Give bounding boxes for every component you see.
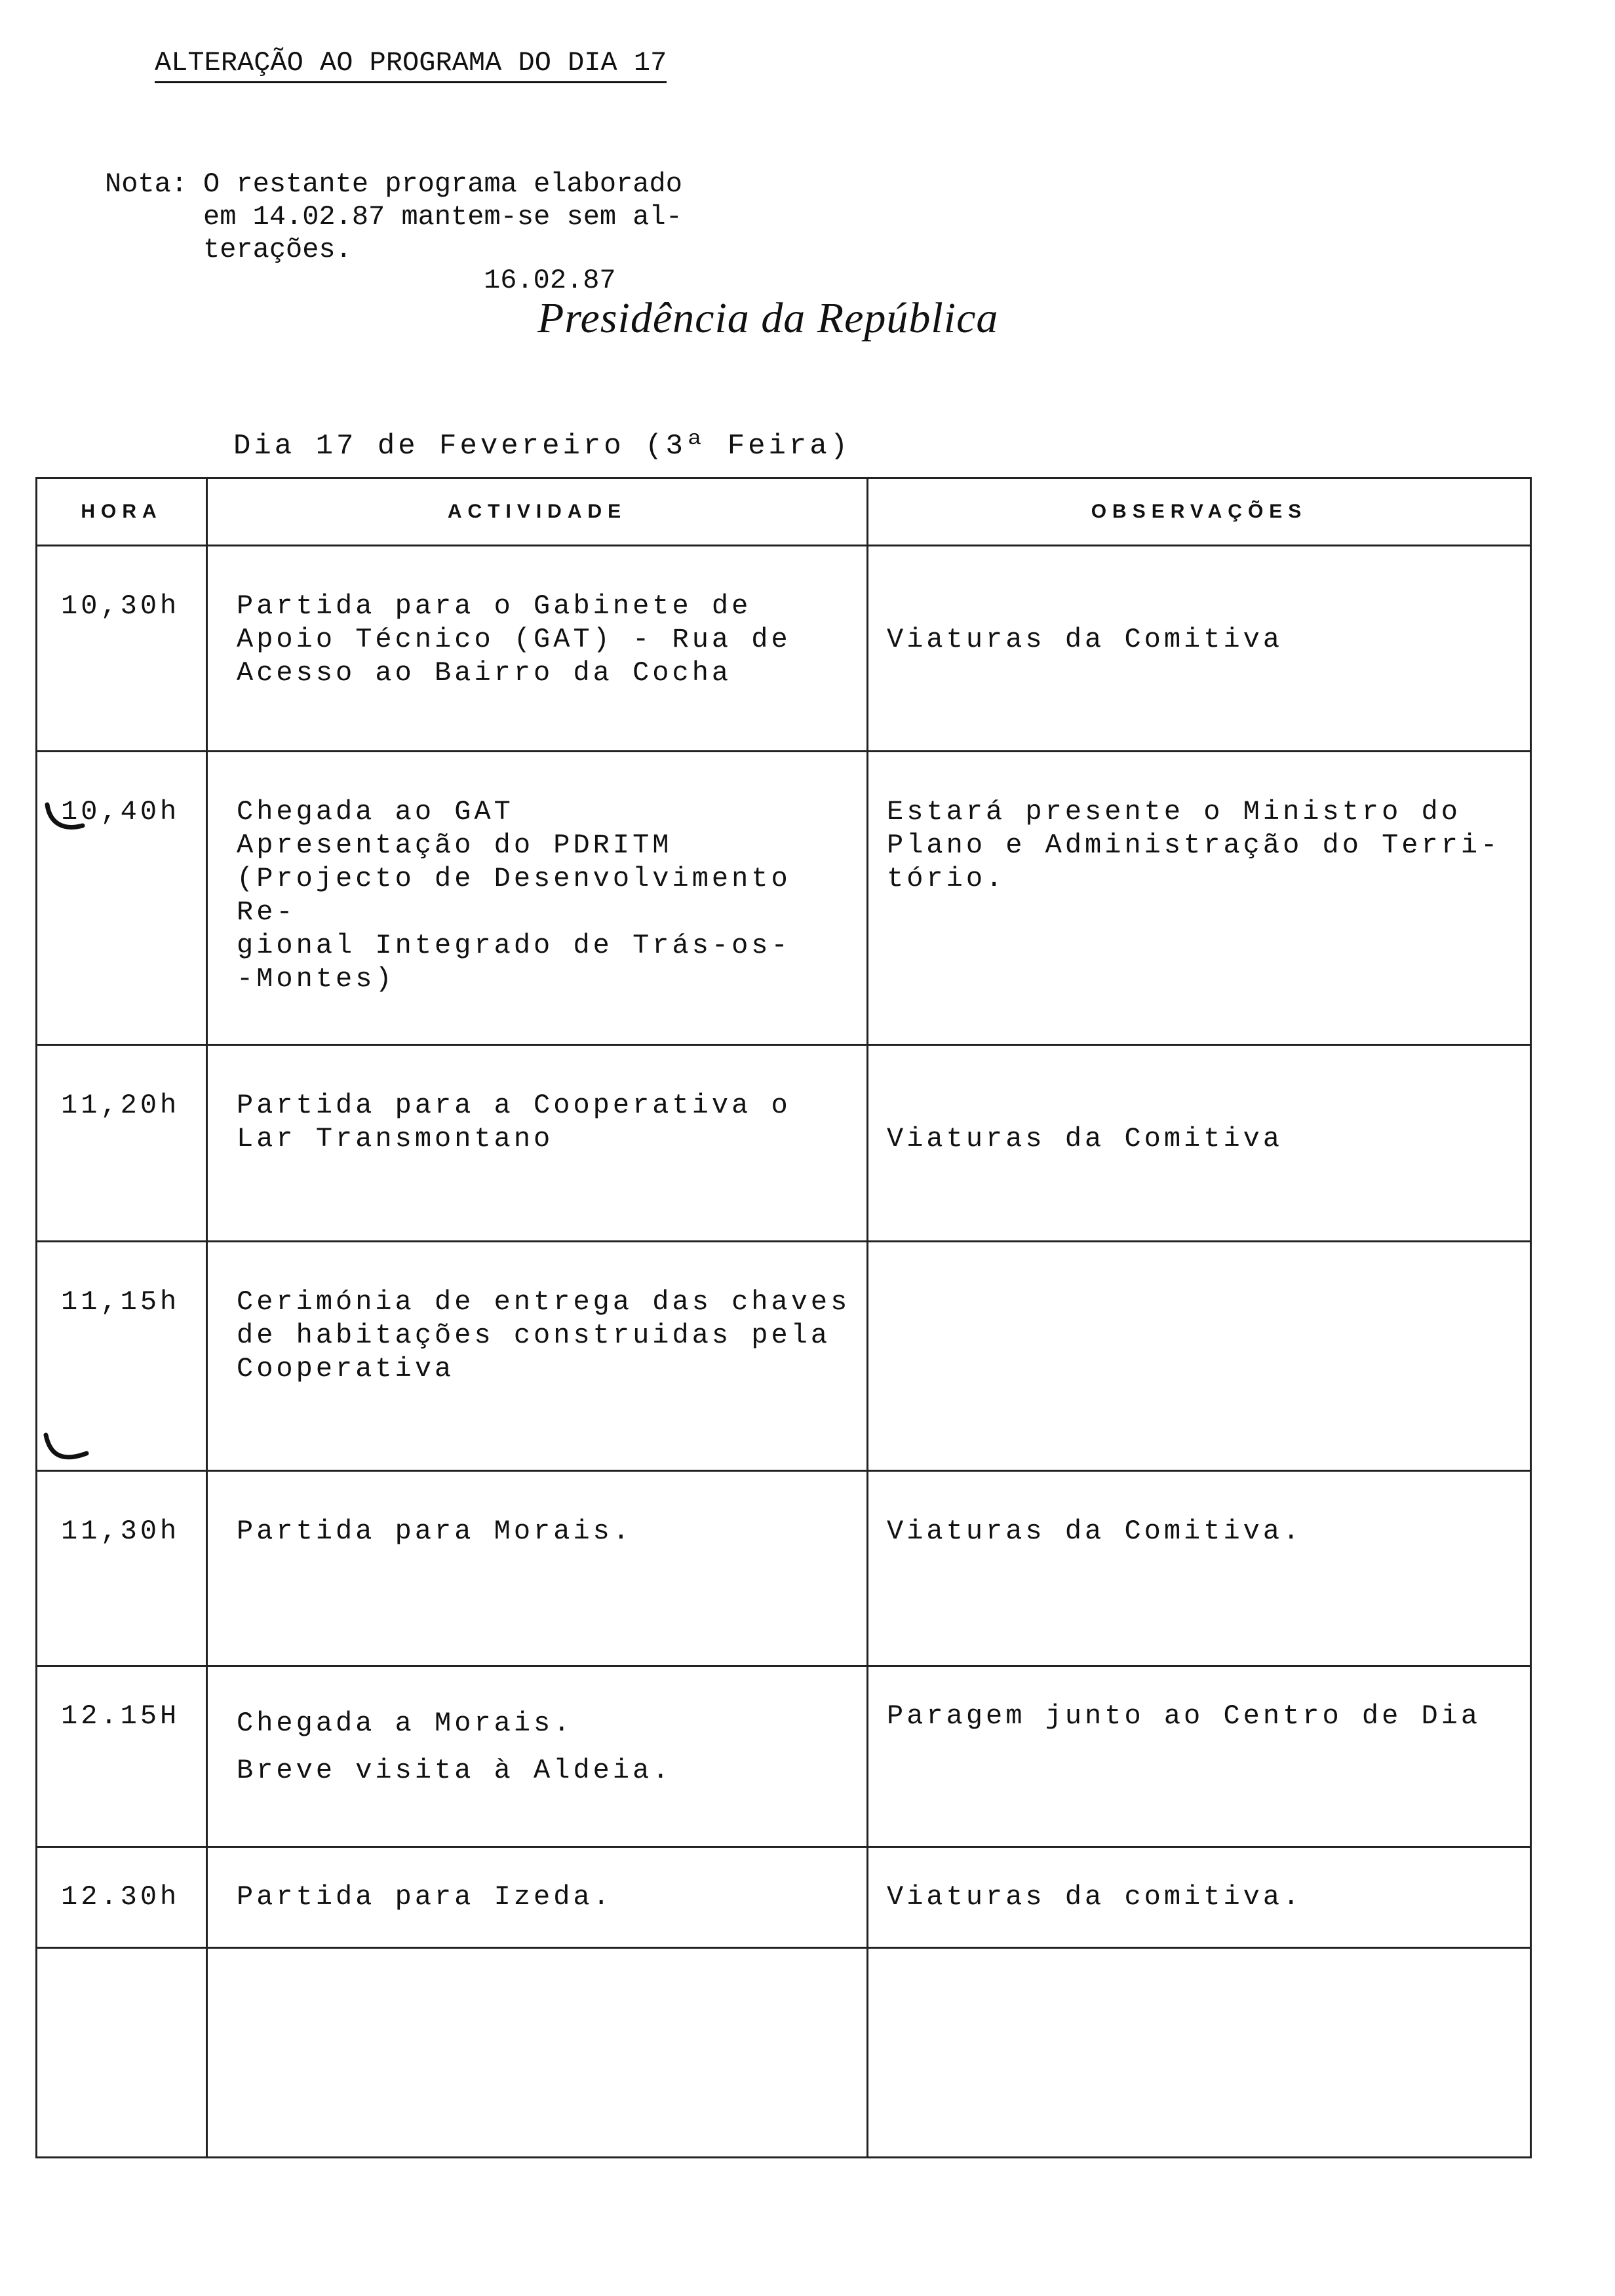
observacoes-cell — [868, 1045, 1531, 1242]
actividade-cell — [207, 1471, 868, 1666]
column-header-observacoes: OBSERVAÇÕES — [868, 478, 1531, 546]
day-heading: Dia 17 de Fevereiro (3ª Feira) — [233, 430, 851, 463]
actividade-cell — [207, 1847, 868, 1948]
observacoes-value — [868, 1949, 1530, 1992]
actividade-cell — [207, 546, 868, 752]
actividade-value: Partida para o Gabinete de Apoio Técnico (GAT) - Rua de Acesso ao Bairro da Cocha — [237, 590, 791, 689]
hora-value: 12.30h — [61, 1881, 180, 1913]
handwritten-check-mark — [43, 797, 102, 843]
table-row — [37, 546, 1531, 752]
observacoes-cell — [868, 546, 1531, 752]
actividade-value: Partida para Morais. — [237, 1516, 633, 1547]
observacoes-value: Viaturas da Comitiva — [887, 1123, 1283, 1155]
column-header-actividade: ACTIVIDADE — [207, 478, 868, 546]
hora-value: 12.15H — [61, 1700, 180, 1732]
note-text: O restante programa elaborado em 14.02.87 mantem-se sem al- terações. — [203, 168, 682, 265]
actividade-cell — [207, 1045, 868, 1242]
observacoes-cell — [868, 1847, 1531, 1948]
observacoes-cell — [868, 1471, 1531, 1666]
actividade-value: Cerimónia de entrega das chaves de habitações construidas pela Cooperativa — [237, 1286, 851, 1385]
table-row — [37, 1242, 1531, 1471]
hora-value — [37, 1949, 206, 1992]
actividade-value: Partida para a Cooperativa o Lar Transmontano — [237, 1090, 791, 1155]
table-row — [37, 1948, 1531, 2158]
actividade-value: Chegada a Morais. Breve visita à Aldeia. — [237, 1708, 672, 1786]
observacoes-value: Paragem junto ao Centro de Dia — [887, 1700, 1481, 1732]
observacoes-value: Estará presente o Ministro do Plano e Administração do Terri- tório. — [887, 796, 1501, 894]
table-row — [37, 1471, 1531, 1666]
document-date: 16.02.87 — [484, 265, 616, 296]
table-row — [37, 1045, 1531, 1242]
table-header-row — [37, 478, 1531, 546]
observacoes-cell — [868, 1948, 1531, 2158]
observacoes-value: Viaturas da Comitiva. — [887, 1516, 1303, 1547]
hora-cell — [37, 1471, 207, 1666]
observacoes-cell — [868, 1666, 1531, 1847]
handwritten-check-mark — [41, 1428, 100, 1474]
hora-cell — [37, 1847, 207, 1948]
actividade-cell — [207, 752, 868, 1045]
hora-cell — [37, 546, 207, 752]
observacoes-value: Viaturas da comitiva. — [887, 1881, 1303, 1913]
observacoes-value — [868, 1242, 1530, 1286]
observacoes-value: Viaturas da Comitiva — [887, 624, 1283, 655]
table-row — [37, 1666, 1531, 1847]
hora-cell — [37, 1045, 207, 1242]
hora-value: 11,20h — [61, 1090, 180, 1121]
schedule-table — [35, 477, 1532, 2158]
actividade-cell — [207, 1242, 868, 1471]
actividade-value — [208, 1949, 866, 1992]
actividade-cell — [207, 1948, 868, 2158]
observacoes-cell — [868, 752, 1531, 1045]
presidency-letterhead: Presidência da República — [537, 294, 999, 342]
observacoes-cell — [868, 1242, 1531, 1471]
actividade-value: Chegada ao GAT Apresentação do PDRITM (Projecto de Desenvolvimento Re- gional Integrado de Trás-os- -Montes) — [237, 796, 791, 995]
document-title: ALTERAÇÃO AO PROGRAMA DO DIA 17 — [155, 47, 667, 83]
hora-value: 11,30h — [61, 1516, 180, 1547]
actividade-value: Partida para Izeda. — [237, 1881, 613, 1913]
hora-value: 10,40h — [61, 796, 180, 828]
note-label: Nota: — [105, 168, 188, 200]
table-row — [37, 752, 1531, 1045]
column-header-hora: HORA — [37, 478, 207, 546]
hora-value: 11,15h — [61, 1286, 180, 1318]
hora-cell — [37, 1666, 207, 1847]
hora-cell — [37, 752, 207, 1045]
actividade-cell — [207, 1666, 868, 1847]
hora-cell — [37, 1948, 207, 2158]
hora-value: 10,30h — [61, 590, 180, 622]
table-row — [37, 1847, 1531, 1948]
